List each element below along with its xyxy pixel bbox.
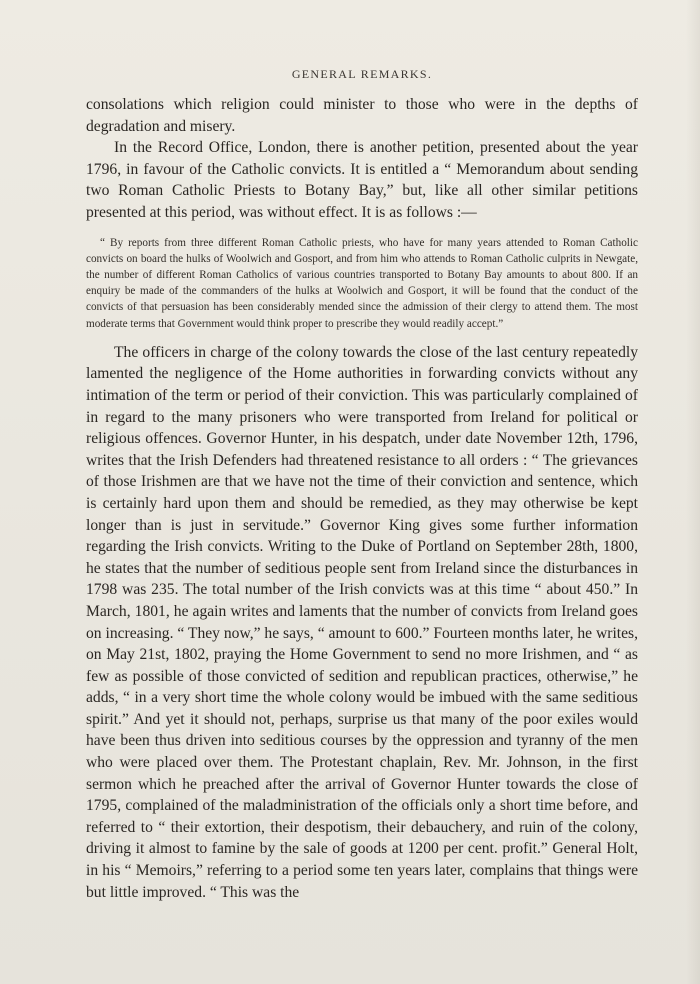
page-edge-shadow (686, 0, 700, 984)
quote-text: “ By reports from three different Roman Catholic priests, who have for many years attended to Roman Catholic convicts on board the hulks of Woolwich and Gosport, and from him who attends to Roman Catholic culprits in Newgate, the number of different Roman Catholics of various countries transported to Botany Bay amounts to about 800. If an enquiry be made of the commanders of the hulks at Woolwich and Gosport, it will be found that the conduct of the convicts of that persuasion has been considerably mended since the admission of their clergy to attend them. The most moderate terms that Government would think proper to prescribe they would readily accept.” (86, 236, 638, 330)
running-head: GENERAL REMARKS. (291, 67, 433, 81)
paragraph-officers: The officers in charge of the colony towards the close of the last century repeatedly lamented the negligence of the Home authorities in forwarding convicts without any intimation of the term or period of their conviction. This was particularly complained of in regard to the many prisoners who were transported from Ireland for political or religious offences. Governor Hunter, in his despatch, under date November 12th, 1796, writes that the Irish Defenders had threatened resistance to all orders : “ The grievances of those Irishmen are that we have not the time of their conviction and sentence, which is certainly hard upon them and should be remedied, as they may otherwise be kept longer than is just in servitude.” Governor King gives some further information regarding the Irish convicts. Writing to the Duke of Portland on September 28th, 1800, he states that the number of seditious people sent from Ireland since the disturbances in 1798 was 235. The total number of the Irish convicts was at this time “ about 450.” In March, 1801, he again writes and laments that the number of convicts from Ireland goes on increasing. “ They now,” he says, “ amount to 600.” Fourteen months later, he writes, on May 21st, 1802, praying the Home Government to send no more Irishmen, and “ as few as possible of those convicted of sedition and republican practices, otherwise,” he adds, “ in a very short time the whole colony would be imbued with the same seditious spirit.” And yet it should not, perhaps, surprise us that many of the poor exiles would have been thus driven into seditious courses by the oppression and tyranny of the men who were placed over them. The Protestant chaplain, Rev. Mr. Johnson, in the first sermon which he preached after the arrival of Governor Hunter towards the close of 1795, complained of the maladministration of the officials only a short time before, and referred to “ their extortion, their despotism, their debauchery, and ruin of the colony, driving it almost to famine by the sale of goods at 1200 per cent. profit.” General Holt, in his “ Memoirs,” referring to a period some ten years later, complains that things were but little improved. “ This was the (86, 343, 638, 901)
paragraph-record-office: In the Record Office, London, there is another petition, presented about the year 1796, in favour of the Catholic convicts. It is entitled a “ Memorandum about sending two Roman Catholic Priests to Botany Bay,” but, like all other similar petitions presented at this period, was without effect. It is as follows :— (86, 139, 638, 221)
paragraph-continuation: consolations which religion could minister to those who were in the depths of degradation and misery. (86, 96, 638, 135)
block-quote (86, 235, 638, 332)
